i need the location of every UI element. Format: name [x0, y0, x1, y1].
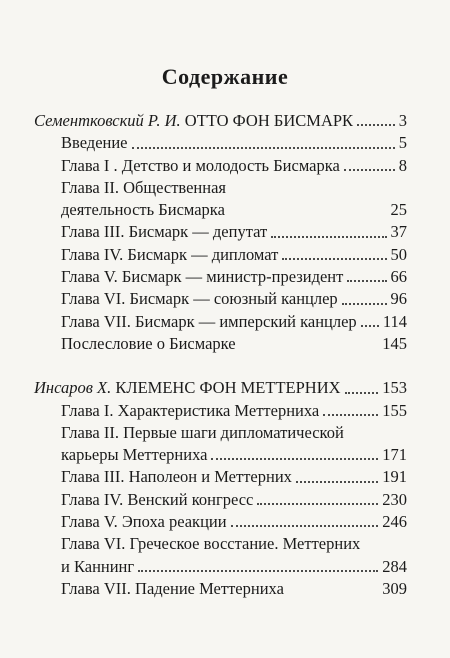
page-number: 309: [382, 578, 407, 598]
entry-label-line1: Глава II. Общественная: [61, 177, 226, 197]
book-author: Инсаров Х.: [34, 378, 112, 398]
dot-leader: [257, 503, 378, 505]
page-number: 50: [390, 244, 407, 264]
toc-entry: [34, 422, 407, 444]
toc-entry-continued: [34, 444, 407, 466]
dot-leader: [132, 147, 395, 149]
toc-entry: [34, 132, 407, 154]
toc-entry-continued: [34, 556, 407, 578]
entry-label: Глава VII. Бисмарк — имперский канцлер: [61, 311, 357, 331]
page-number: 155: [382, 400, 407, 420]
page-number: 230: [382, 489, 407, 509]
toc-book-entry: [34, 110, 407, 132]
entry-label: и Каннинг: [61, 556, 135, 576]
entry-label: Глава III. Бисмарк — депутат: [61, 222, 268, 242]
book-title: ОТТО ФОН БИСМАРК: [184, 111, 354, 130]
entry-label: Глава III. Наполеон и Меттерних: [61, 467, 292, 487]
entry-label: Глава I . Детство и молодость Бисмарка: [61, 155, 340, 175]
dot-leader: [323, 414, 378, 416]
page-number: 3: [398, 111, 407, 130]
dot-leader: [342, 303, 387, 305]
toc-entry: [34, 333, 407, 355]
toc-entry: [34, 466, 407, 488]
entry-label: Глава IV. Бисмарк — дипломат: [61, 244, 279, 264]
toc-entry: [34, 155, 407, 177]
entry-label: Глава I. Характеристика Меттерниха: [61, 400, 320, 420]
dot-leader: [347, 280, 386, 282]
page-number: 191: [382, 467, 407, 487]
table-of-contents: [34, 110, 407, 600]
entry-label: Глава VI. Бисмарк — союзный канцлер: [61, 289, 338, 309]
toc-book-entry: [34, 377, 407, 399]
page-number: 171: [382, 445, 407, 465]
entry-label-line1: Глава VI. Греческое восстание. Меттерних: [61, 534, 361, 554]
toc-entry: [34, 244, 407, 266]
page-number: 8: [398, 155, 407, 175]
page-number: 114: [382, 311, 407, 331]
page-number: 37: [390, 222, 407, 242]
toc-entry: [34, 400, 407, 422]
dot-leader: [357, 124, 395, 126]
entry-label: Послесловие о Бисмарке: [61, 333, 236, 353]
book-title: КЛЕМЕНС ФОН МЕТТЕРНИХ: [115, 378, 341, 398]
toc-entry-continued: [34, 199, 407, 221]
book-heading: [34, 110, 353, 132]
toc-entry: [34, 533, 407, 555]
toc-entry: [34, 266, 407, 288]
toc-entry: [34, 578, 407, 600]
dot-leader: [271, 236, 386, 238]
entry-label-line1: Глава II. Первые шаги дипломатической: [61, 422, 344, 442]
toc-entry: [34, 311, 407, 333]
book-author: Сементковский Р. И.: [34, 111, 181, 130]
toc-entry: [34, 489, 407, 511]
dot-leader: [345, 392, 379, 394]
toc-entry: [34, 177, 407, 199]
page-number: 145: [382, 333, 407, 353]
page-number: 246: [382, 512, 407, 532]
toc-entry: [34, 288, 407, 310]
entry-label: карьеры Меттерниха: [61, 445, 208, 465]
toc-entry: [34, 221, 407, 243]
entry-label: Глава IV. Венский конгресс: [61, 489, 254, 509]
page-number: 96: [390, 289, 407, 309]
dot-leader: [344, 169, 395, 171]
page-number: 66: [390, 267, 407, 287]
entry-label: Глава V. Бисмарк — министр-президент: [61, 267, 344, 287]
dot-leader: [282, 258, 386, 260]
page-number: 284: [382, 556, 407, 576]
entry-label: Глава VII. Падение Меттерниха: [61, 578, 284, 598]
dot-leader: [231, 525, 379, 527]
page-number: 153: [382, 378, 407, 398]
dot-leader: [296, 481, 378, 483]
entry-label: Введение: [61, 133, 128, 153]
page-title: Содержание: [161, 64, 289, 89]
toc-entry: [34, 511, 407, 533]
dot-leader: [211, 458, 378, 460]
dot-leader: [138, 570, 378, 572]
page-number: 25: [390, 200, 407, 220]
dot-leader: [361, 325, 379, 327]
entry-label: Глава V. Эпоха реакции: [61, 512, 227, 532]
page-number: 5: [398, 133, 407, 153]
book-heading: [34, 377, 341, 399]
entry-label: деятельность Бисмарка: [61, 200, 225, 220]
